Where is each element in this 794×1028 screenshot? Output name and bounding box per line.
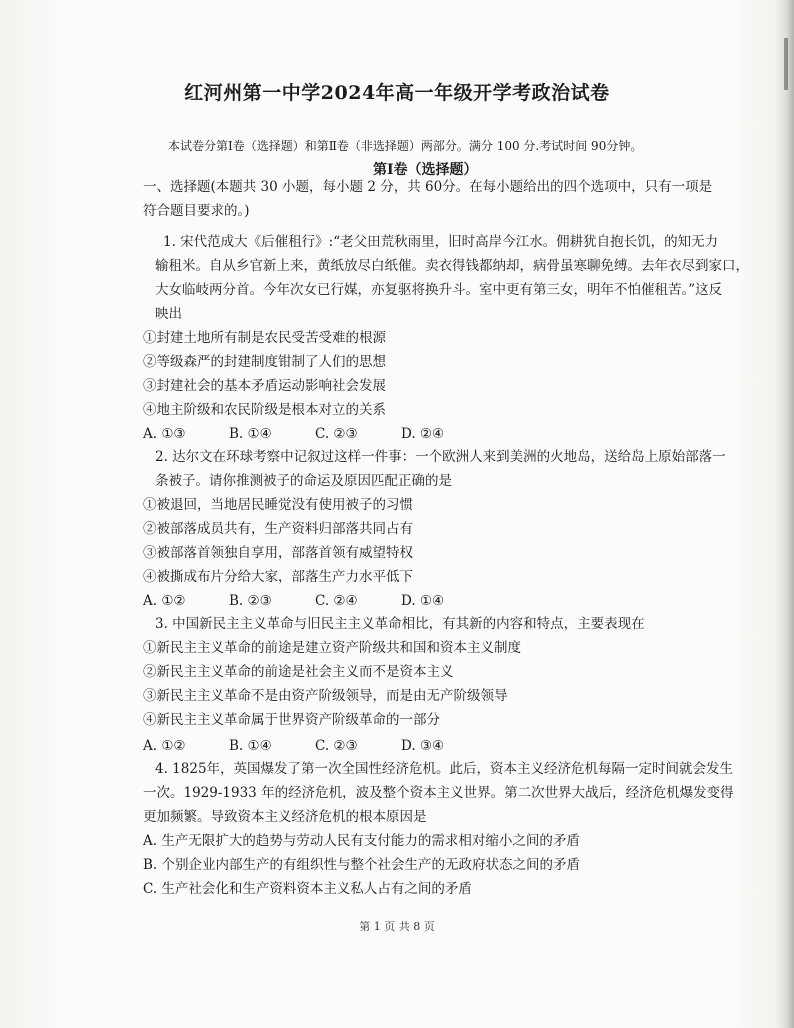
q1-statement-4: ④地主阶级和农民阶级是根本对立的关系	[143, 402, 386, 418]
q3-choice-d: D. ③④	[401, 738, 445, 754]
q1-statement-2: ②等级森严的封建制度钳制了人们的思想	[143, 354, 386, 370]
q4-stem-line3: 更加频繁。导致资本主义经济危机的根本原因是	[143, 809, 427, 825]
section1-instructions-line2: 符合题目要求的。)	[143, 203, 250, 219]
q1-choice-d: D. ②④	[401, 426, 445, 442]
page-footer: 第 1 页 共 8 页	[359, 920, 435, 933]
q2-stem-line2: 条被子。请你推测被子的命运及原因匹配正确的是	[155, 473, 452, 489]
scan-edge-shadow	[776, 0, 794, 1028]
q2-choice-d: D. ①④	[401, 593, 445, 609]
q3-choice-b: B. ①④	[229, 738, 272, 754]
q4-option-b: B. 个别企业内部生产的有组织性与整个社会生产的无政府状态之间的矛盾	[143, 857, 581, 873]
q1-choice-c: C. ②③	[315, 426, 358, 442]
q2-statement-1: ①被退回，当地居民睡觉没有使用被子的习惯	[143, 497, 413, 513]
section1-instructions-line1: 一、选择题(本题共 30 小题，每小题 2 分，共 60分。在每小题给出的四个选项中，只有一项是	[143, 179, 713, 195]
q3-statement-4: ④新民主主义革命属于世界资产阶级革命的一部分	[143, 712, 440, 728]
q4-option-c: C. 生产社会化和生产资料资本主义私人占有之间的矛盾	[143, 881, 472, 897]
q3-choice-a: A. ①②	[143, 738, 186, 754]
q1-stem-line2: 输租米。自从乡官新上来，黄纸放尽白纸催。卖衣得钱都纳却，病骨虽寒聊免缚。去年衣尽到家口，	[155, 258, 749, 274]
q2-choice-a: A. ①②	[143, 593, 186, 609]
q1-choice-a: A. ①③	[143, 426, 186, 442]
q4-stem-line2: 一次。1929-1933 年的经济危机，波及整个资本主义世界。第二次世界大战后，经济危机爆发变得	[143, 785, 734, 801]
q2-statement-4: ④被撕成布片分给大家，部落生产力水平低下	[143, 569, 413, 585]
q1-statement-3: ③封建社会的基本矛盾运动影响社会发展	[143, 378, 386, 394]
exam-title: 红河州第一中学2024年高一年级开学考政治试卷	[184, 82, 610, 104]
q1-statement-1: ①封建土地所有制是农民受苦受难的根源	[143, 330, 386, 346]
exam-intro: 本试卷分第Ⅰ卷（选择题）和第Ⅱ卷（非选择题）两部分。满分 100 分.考试时间 90分钟。	[168, 139, 643, 153]
q2-stem-line1: 2. 达尔文在环球考察中记叙过这样一件事：一个欧洲人来到美洲的火地岛，送给岛上原始部落一	[155, 449, 726, 465]
part1-title: 第Ⅰ卷（选择题）	[373, 162, 478, 178]
q3-choices	[143, 737, 444, 755]
q1-stem-line4: 映出	[155, 306, 182, 322]
q1-stem-line3: 大女临岐两分首。今年次女已行媒，亦复驱将换升斗。室中更有第三女，明年不怕催租苦。”这反	[155, 282, 723, 298]
q1-choices	[143, 425, 444, 443]
q3-statement-3: ③新民主主义革命不是由资产阶级领导，而是由无产阶级领导	[143, 688, 508, 704]
q3-statement-2: ②新民主主义革命的前途是社会主义而不是资本主义	[143, 664, 454, 680]
q2-statement-3: ③被部落首领独自享用，部落首领有威望特权	[143, 545, 413, 561]
q1-stem-line1: 1. 宋代范成大《后催租行》:“老父田荒秋雨里，旧时高岸今江水。佣耕犹自抱长饥，的知无力	[163, 234, 719, 250]
q3-stem-line1: 3. 中国新民主主义革命与旧民主主义革命相比，有其新的内容和特点，主要表现在	[155, 616, 645, 632]
q2-choice-c: C. ②④	[315, 593, 358, 609]
q3-statement-1: ①新民主主义革命的前途是建立资产阶级共和国和资本主义制度	[143, 640, 521, 656]
q2-statement-2: ②被部落成员共有，生产资料归部落共同占有	[143, 521, 413, 537]
q2-choice-b: B. ②③	[229, 593, 272, 609]
q4-stem-line1: 4. 1825年，英国爆发了第一次全国性经济危机。此后，资本主义经济危机每隔一定时间就会发生	[155, 761, 734, 777]
q3-choice-c: C. ②③	[315, 738, 358, 754]
q2-choices	[143, 592, 444, 610]
q1-choice-b: B. ①④	[229, 426, 272, 442]
q4-option-a: A. 生产无限扩大的趋势与劳动人民有支付能力的需求相对缩小之间的矛盾	[143, 833, 580, 849]
